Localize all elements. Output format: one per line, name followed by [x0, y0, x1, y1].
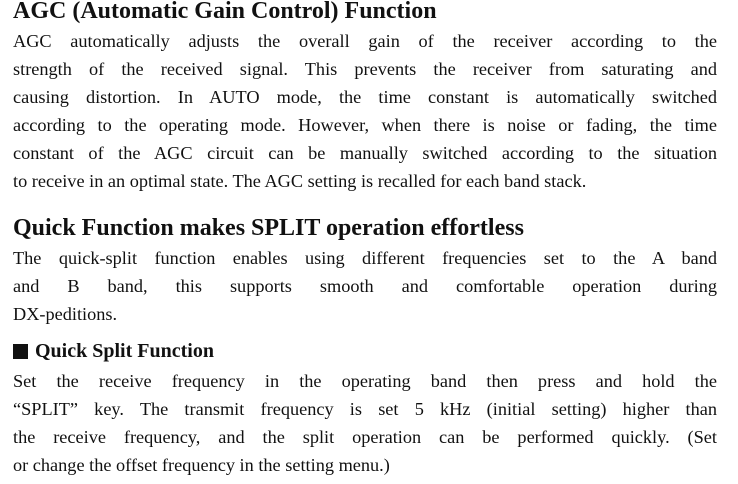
paragraph-line: DX-peditions.: [13, 304, 118, 324]
quick-split-paragraph: [13, 367, 717, 479]
quick-function-paragraph: [13, 244, 717, 328]
agc-section-heading: AGC (Automatic Gain Control) Function: [13, 0, 437, 24]
paragraph-line: “SPLIT” key. The transmit frequency is set 5 kHz (initial setting) higher than: [13, 399, 717, 419]
paragraph-line: according to the operating mode. However, when there is noise or fading, the time: [13, 115, 717, 135]
paragraph-line: causing distortion. In AUTO mode, the time constant is automatically switched: [13, 87, 717, 107]
paragraph-line: Set the receive frequency in the operating band then press and hold the: [13, 371, 717, 391]
paragraph-line: the receive frequency, and the split operation can be performed quickly. (Set: [13, 427, 717, 447]
paragraph-line: strength of the received signal. This prevents the receiver from saturating and: [13, 59, 717, 79]
paragraph-line: The quick-split function enables using different frequencies set to the A band: [13, 248, 717, 268]
paragraph-line: to receive in an optimal state. The AGC setting is recalled for each band stack.: [13, 171, 587, 191]
paragraph-line: AGC automatically adjusts the overall gain of the receiver according to the: [13, 31, 717, 51]
quick-split-subheading: [13, 338, 214, 364]
quick-function-section-heading: Quick Function makes SPLIT operation effortless: [13, 215, 524, 241]
agc-paragraph: [13, 27, 717, 195]
paragraph-line: and B band, this supports smooth and comfortable operation during: [13, 276, 717, 296]
paragraph-line: or change the offset frequency in the setting menu.): [13, 455, 390, 475]
subheading-label: Quick Split Function: [35, 340, 214, 362]
square-bullet-icon: [13, 344, 28, 359]
paragraph-line: constant of the AGC circuit can be manually switched according to the situation: [13, 143, 717, 163]
